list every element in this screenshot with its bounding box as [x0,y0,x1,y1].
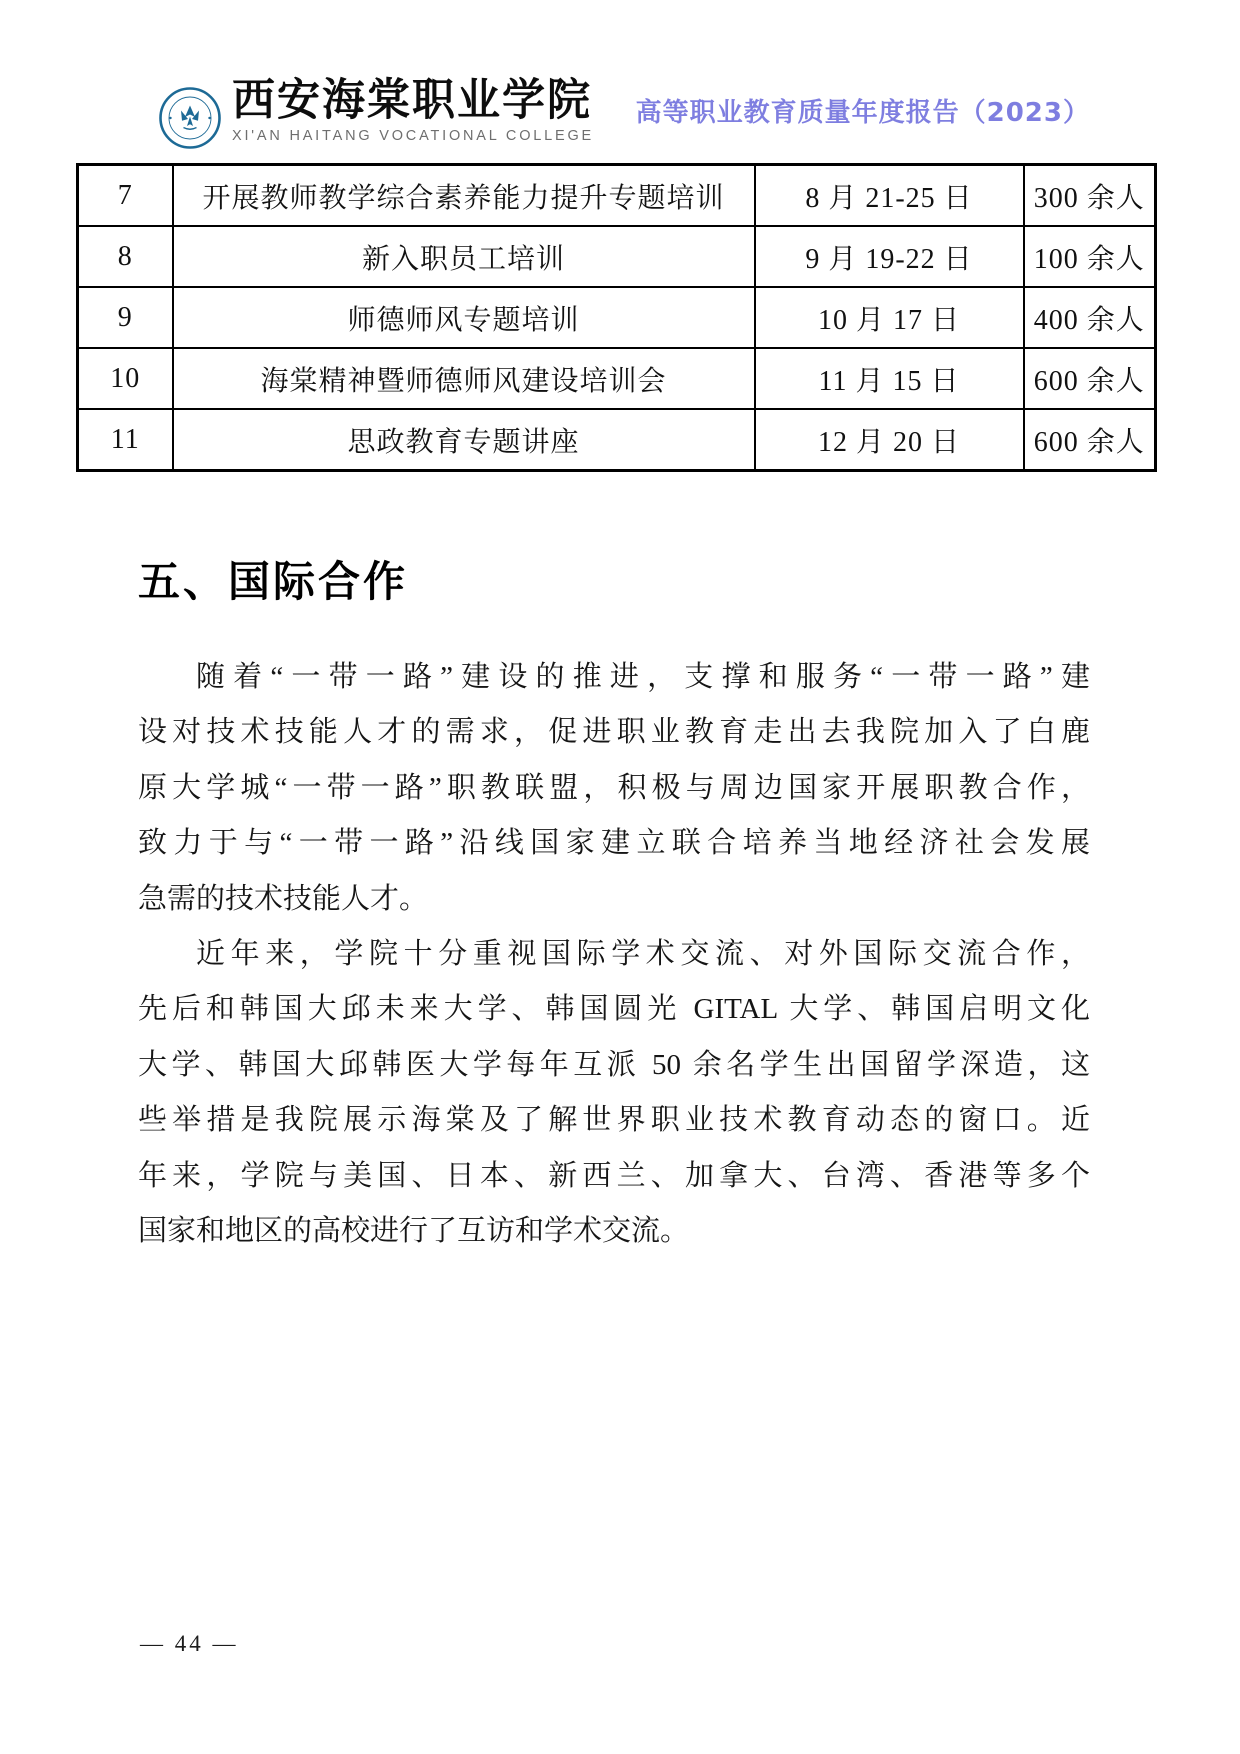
cell-participants: 300 余人 [1024,165,1156,227]
cell-no: 7 [78,165,173,227]
section-body [138,650,1090,1259]
cell-participants: 400 余人 [1024,287,1156,348]
cell-date: 9 月 19-22 日 [755,226,1024,287]
section-heading: 五、国际合作 [138,557,409,606]
cell-date: 11 月 15 日 [755,348,1024,409]
cell-participants: 600 余人 [1024,348,1156,409]
cell-activity: 开展教师教学综合素养能力提升专题培训 [173,165,755,227]
paragraph-line: 急需的技术技能人才。 [138,882,429,915]
cell-no: 10 [78,348,173,409]
training-table [76,163,1157,472]
paragraph-line: 大学、韩国大邱韩医大学每年互派 50 余名学生出国留学深造，这 [138,1048,1090,1081]
college-name-chinese: 西安海棠职业学院 [232,74,592,126]
page-header [158,76,1090,162]
cell-participants: 600 余人 [1024,409,1156,471]
report-title: 高等职业教育质量年度报告（2023） [635,98,1090,128]
table-row [78,165,1156,227]
cell-date: 10 月 17 日 [755,287,1024,348]
cell-activity: 思政教育专题讲座 [173,409,755,471]
paragraph-line: 近年来，学院十分重视国际学术交流、对外国际交流合作， [196,937,1090,970]
college-brand [232,76,594,144]
cell-no: 9 [78,287,173,348]
cell-participants: 100 余人 [1024,226,1156,287]
paragraph-line: 随着“一带一路”建设的推进，支撑和服务“一带一路”建 [196,661,1090,693]
paragraph-line: 设对技术技能人才的需求，促进职业教育走出去我院加入了白鹿 [138,716,1090,749]
table-row [78,409,1156,471]
college-name-english: XI'AN HAITANG VOCATIONAL COLLEGE [232,128,595,145]
paragraph-line: 些举措是我院展示海棠及了解世界职业技术教育动态的窗口。近 [138,1104,1090,1137]
table-row [78,226,1156,287]
cell-date: 8 月 21-25 日 [755,165,1024,227]
paragraph-line: 国家和地区的高校进行了互访和学术交流。 [138,1214,690,1247]
paragraph-line: 先后和韩国大邱未来大学、韩国圆光 GITAL 大学、韩国启明文化 [138,993,1090,1026]
cell-date: 12 月 20 日 [755,409,1024,471]
cell-activity: 新入职员工培训 [173,226,755,287]
table-row [78,287,1156,348]
page-number: — 44 — [140,1631,239,1656]
cell-activity: 海棠精神暨师德师风建设培训会 [173,348,755,409]
cell-no: 8 [78,226,173,287]
paragraph-line: 原大学城“一带一路”职教联盟，积极与周边国家开展职教合作， [138,771,1090,804]
paragraph-line: 年来，学院与美国、日本、新西兰、加拿大、台湾、香港等多个 [138,1159,1090,1192]
paragraph-line: 致力于与“一带一路”沿线国家建立联合培养当地经济社会发展 [138,827,1090,860]
table-row [78,348,1156,409]
college-seal-icon [158,86,222,150]
cell-no: 11 [78,409,173,471]
cell-activity: 师德师风专题培训 [173,287,755,348]
